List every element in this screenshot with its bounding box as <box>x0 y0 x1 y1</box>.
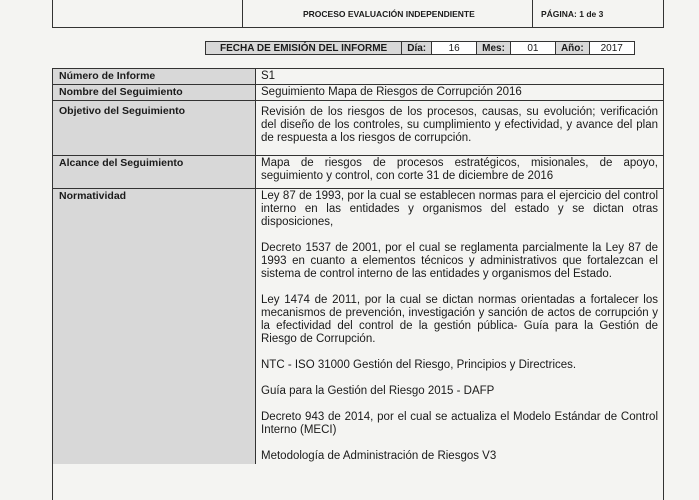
row-scope <box>53 156 663 189</box>
day-label: Día: <box>401 41 432 55</box>
day-value: 16 <box>431 41 477 55</box>
report-number-label: Número de Informe <box>53 69 256 84</box>
regulation-item: Decreto 943 de 2014, por el cual se actualiza el Modelo Estándar de Control Interno (MECI) <box>261 411 658 436</box>
regulation-item: Ley 87 de 1993, por la cual se establecen normas para el ejercicio del control interno en las entidades y organismos del estado y se dictan otras disposiciones, <box>261 190 658 228</box>
issue-date-label: FECHA DE EMISIÓN DEL INFORME <box>205 41 402 55</box>
year-value: 2017 <box>589 41 635 55</box>
regulation-item: Decreto 1537 de 2001, por el cual se reglamenta parcialmente la Ley 87 de 1993 en cuanto a elementos técnicos y administrativos que fortalezcan el sistema de control interno de las entidades y organismos del Estado. <box>261 242 658 280</box>
regulation-item: Ley 1474 de 2011, por la cual se dictan normas orientadas a fortalecer los mecanismos de prevención, investigación y sanción de actos de corrupción y la efectividad del control de la gestión pública- Guía para la Gestión de Riesgo de Corrupción. <box>261 294 658 345</box>
report-name-label: Nombre del Seguimiento <box>53 85 256 100</box>
month-label: Mes: <box>476 41 511 55</box>
row-objective <box>53 101 663 156</box>
row-report-name <box>53 85 663 101</box>
report-name-value: Seguimiento Mapa de Riesgos de Corrupción 2016 <box>261 86 522 98</box>
scope-label: Alcance del Seguimiento <box>53 156 256 188</box>
document-header <box>52 0 664 28</box>
header-logo-cell <box>53 0 243 27</box>
row-report-number <box>53 69 663 85</box>
month-value: 01 <box>510 41 556 55</box>
header-process: PROCESO EVALUACIÓN INDEPENDIENTE <box>243 0 533 27</box>
row-regulations <box>53 189 663 464</box>
regulation-item: NTC - ISO 31000 Gestión del Riesgo, Principios y Directrices. <box>261 359 577 371</box>
scope-value: Mapa de riesgos de procesos estratégicos, misionales, de apoyo, seguimiento y control, con corte 31 de diciembre de 2016 <box>261 157 658 182</box>
objective-value: Revisión de los riesgos de los procesos, causas, su evolución; verificación del diseño de los controles, su cumplimiento y efectividad, y avance del plan de respuesta a los riesgos de corrupción. <box>261 106 658 144</box>
regulation-item: Guía para la Gestión del Riesgo 2015 - DAFP <box>261 385 495 397</box>
year-label: Año: <box>555 41 590 55</box>
regulations-label: Normatividad <box>53 189 256 464</box>
objective-label: Objetivo del Seguimiento <box>53 101 256 155</box>
issue-date-row <box>205 41 634 55</box>
header-page-number: PÁGINA: 1 de 3 <box>541 8 604 19</box>
regulation-item: Metodología de Administración de Riesgos V3 <box>261 450 497 462</box>
regulations-list <box>256 189 663 464</box>
report-number-value: S1 <box>261 70 276 82</box>
report-table <box>52 68 664 500</box>
